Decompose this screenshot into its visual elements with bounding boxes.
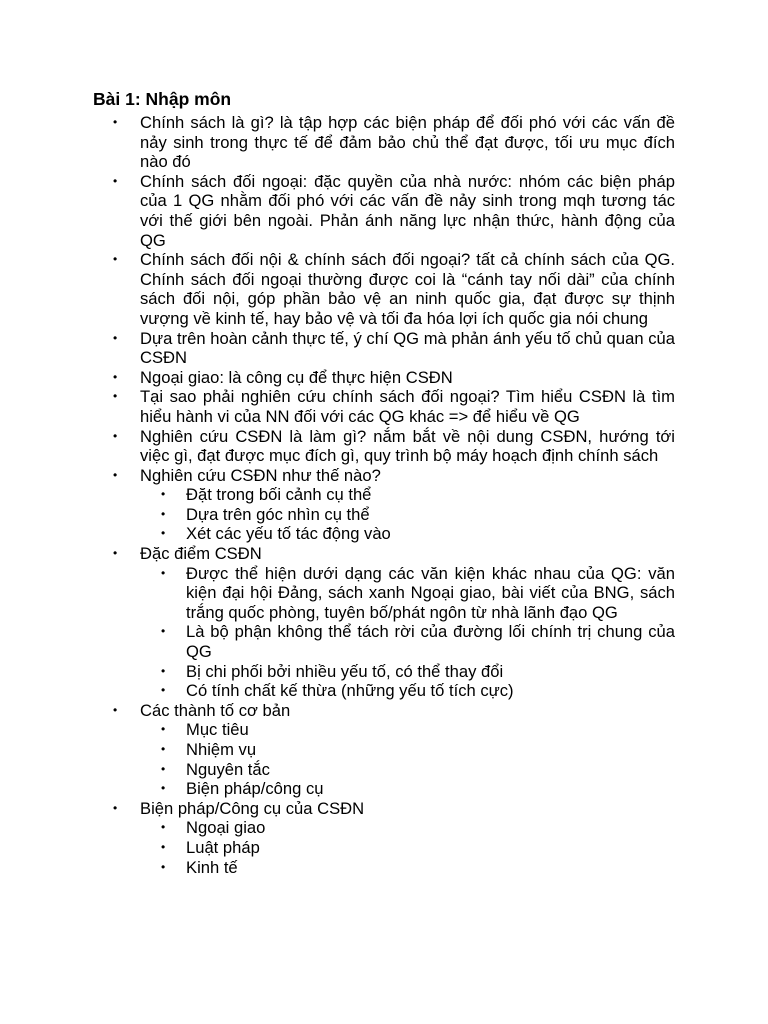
bullet-icon: • bbox=[161, 663, 166, 678]
bullet-icon: • bbox=[113, 115, 118, 129]
sub-list-item bbox=[140, 485, 675, 505]
bullet-icon: • bbox=[161, 506, 166, 521]
list-item-text: Nghiên cứu CSĐN là làm gì? nắm bắt về nội dung CSĐN, hướng tới việc gì, đạt được mục đích gì, quy trình bộ máy hoạch định chính sách bbox=[140, 426, 675, 466]
sub-list-item bbox=[140, 760, 675, 780]
list-item bbox=[93, 113, 675, 172]
bullet-icon: • bbox=[161, 820, 166, 835]
bullet-icon: • bbox=[161, 761, 166, 776]
sub-list-item-text: Bị chi phối bởi nhiều yếu tố, có thể thay đổi bbox=[186, 661, 504, 681]
sub-list-item-text: Luật pháp bbox=[186, 837, 260, 857]
bullet-icon: • bbox=[161, 683, 166, 698]
sub-list-item bbox=[140, 779, 675, 799]
sub-list-item-text: Mục tiêu bbox=[186, 720, 249, 740]
page-title: Bài 1: Nhập môn bbox=[93, 89, 232, 109]
bullet-icon: • bbox=[161, 565, 166, 580]
bullet-icon: • bbox=[161, 839, 166, 854]
list-item bbox=[93, 387, 675, 426]
list-item-text: Chính sách là gì? là tập hợp các biện pháp để đối phó với các vấn đề nảy sinh trong thực tế để đảm bảo chủ thể đạt được, tối ưu mục đích nào đó bbox=[140, 113, 675, 172]
document-page bbox=[93, 88, 675, 877]
sub-bullet-list bbox=[140, 564, 675, 701]
list-item-text: Nghiên cứu CSĐN như thế nào? bbox=[140, 465, 381, 485]
sub-list-item-text: Có tính chất kế thừa (những yếu tố tích cực) bbox=[186, 681, 514, 701]
bullet-icon: • bbox=[161, 722, 166, 737]
bullet-icon: • bbox=[113, 173, 118, 188]
sub-list-item bbox=[140, 818, 675, 838]
list-item bbox=[93, 701, 675, 799]
sub-list-item bbox=[140, 524, 675, 544]
list-item-text: Biện pháp/Công cụ của CSĐN bbox=[140, 798, 365, 818]
sub-bullet-list bbox=[140, 485, 675, 544]
sub-bullet-list bbox=[140, 818, 675, 877]
sub-list-item-text: Được thể hiện dưới dạng các văn kiện khác nhau của QG: văn kiện đại hội Đảng, sách xanh Ngoại giao, bài viết của BNG, sách trắng quốc phòng, tuyên bố/phát ngôn từ nhà lãnh đạo QG bbox=[186, 563, 675, 622]
bullet-icon: • bbox=[161, 781, 166, 796]
bullet-icon: • bbox=[113, 428, 118, 443]
bullet-icon: • bbox=[161, 487, 166, 502]
list-item-text: Tại sao phải nghiên cứu chính sách đối ngoại? Tìm hiểu CSĐN là tìm hiểu hành vi của NN đối với các QG khác => để hiểu về QG bbox=[140, 387, 675, 426]
list-item bbox=[93, 329, 675, 368]
list-item bbox=[93, 544, 675, 701]
list-item-text: Chính sách đối ngoại: đặc quyền của nhà nước: nhóm các biện pháp của 1 QG nhằm đối phó với các vấn đề nảy sinh trong mqh tương tác với thế giới bên ngoài. Phản ánh năng lực nhận thức, hành động của QG bbox=[140, 171, 675, 250]
bullet-icon: • bbox=[113, 702, 118, 717]
sub-list-item-text: Dựa trên góc nhìn cụ thể bbox=[186, 504, 370, 524]
sub-list-item-text: Kinh tế bbox=[186, 857, 238, 877]
list-item-text: Các thành tố cơ bản bbox=[140, 700, 291, 720]
list-item-text: Dựa trên hoàn cảnh thực tế, ý chí QG mà phản ánh yếu tố chủ quan của CSĐN bbox=[140, 328, 675, 368]
sub-list-item bbox=[140, 622, 675, 661]
list-item bbox=[93, 466, 675, 544]
sub-list-item bbox=[140, 838, 675, 858]
sub-list-item bbox=[140, 505, 675, 525]
sub-list-item-text: Nguyên tắc bbox=[186, 759, 270, 779]
sub-list-item bbox=[140, 681, 675, 701]
sub-list-item bbox=[140, 740, 675, 760]
bullet-icon: • bbox=[113, 389, 118, 404]
sub-list-item bbox=[140, 858, 675, 878]
sub-bullet-list bbox=[140, 720, 675, 798]
sub-list-item bbox=[140, 720, 675, 740]
list-item bbox=[93, 368, 675, 388]
list-item bbox=[93, 427, 675, 466]
sub-list-item-text: Ngoại giao bbox=[186, 818, 266, 838]
sub-list-item-text: Nhiệm vụ bbox=[186, 740, 257, 759]
bullet-icon: • bbox=[113, 369, 118, 384]
sub-list-item-text: Biện pháp/công cụ bbox=[186, 779, 324, 799]
bullet-icon: • bbox=[113, 800, 118, 815]
bullet-icon: • bbox=[113, 252, 118, 267]
list-item-text: Đặc điểm CSĐN bbox=[140, 544, 262, 564]
sub-list-item-text: Xét các yếu tố tác động vào bbox=[186, 524, 391, 544]
bullet-icon: • bbox=[113, 546, 118, 561]
bullet-icon: • bbox=[161, 526, 166, 541]
bullet-icon: • bbox=[113, 330, 118, 345]
bullet-icon: • bbox=[113, 467, 118, 482]
sub-list-item bbox=[140, 564, 675, 623]
bullet-icon: • bbox=[161, 742, 166, 756]
list-item-text: Chính sách đối nội & chính sách đối ngoại? tất cả chính sách của QG. Chính sách đối ngoại thường được coi là “cánh tay nối dài” của chính sách đối nội, góp phần bảo vệ an ninh quốc gia, đạt được sự thịnh vượng về kinh tế, hay bảo vệ và tối đa hóa lợi ích quốc gia nói chung bbox=[140, 250, 675, 328]
sub-list-item-text: Đặt trong bối cảnh cụ thể bbox=[186, 485, 372, 505]
bullet-icon: • bbox=[161, 859, 166, 874]
list-item-text: Ngoại giao: là công cụ để thực hiện CSĐN bbox=[140, 367, 453, 387]
sub-list-item-text: Là bộ phận không thể tách rời của đường lối chính trị chung của QG bbox=[186, 622, 675, 662]
bullet-icon: • bbox=[161, 624, 166, 639]
list-item bbox=[93, 172, 675, 250]
list-item bbox=[93, 799, 675, 877]
sub-list-item bbox=[140, 662, 675, 682]
bullet-list bbox=[93, 113, 675, 877]
list-item bbox=[93, 250, 675, 328]
